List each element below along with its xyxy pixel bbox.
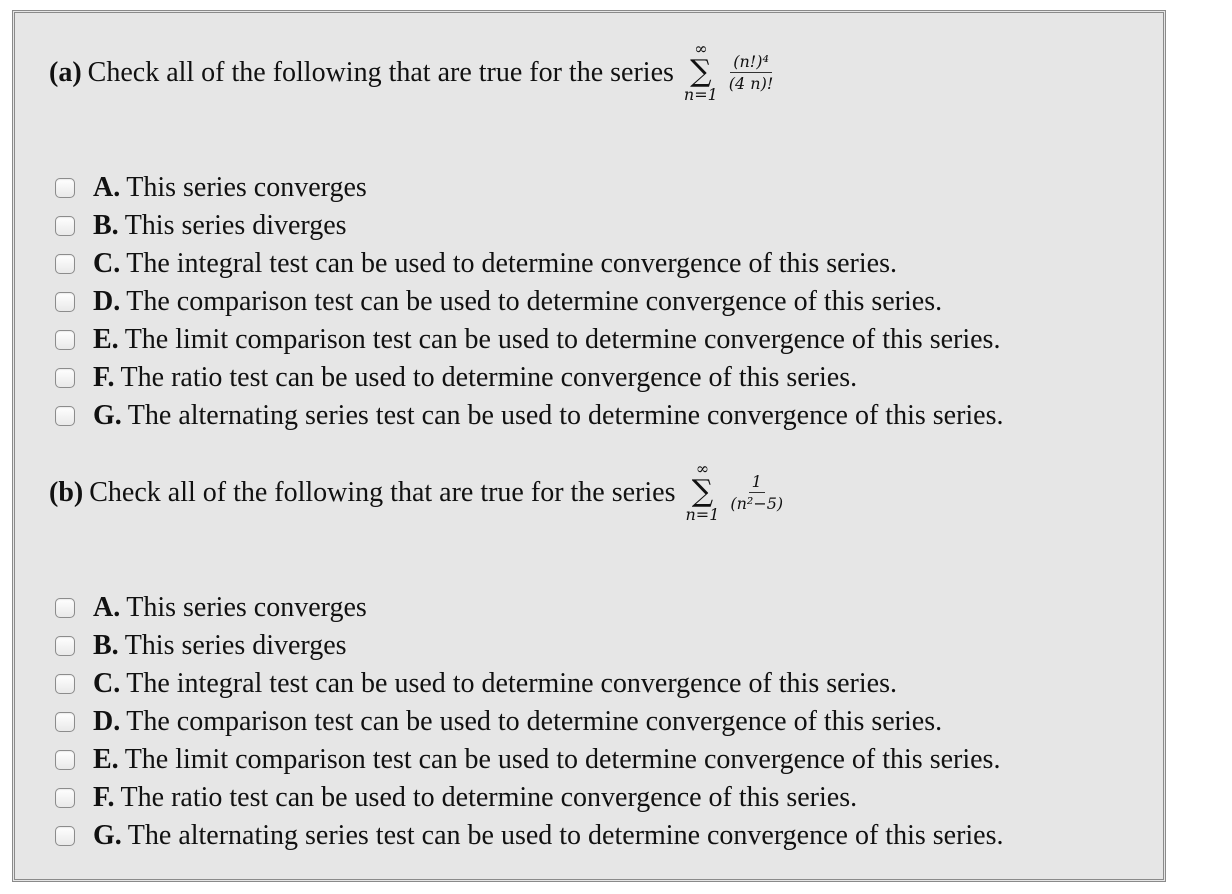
option-text: The alternating series test can be used to determine convergence of this series. [127, 820, 1004, 851]
option-letter: G. [93, 820, 122, 851]
checkbox-a-E[interactable] [55, 330, 75, 350]
series-a-numerator: (n!)⁴ [730, 53, 772, 73]
checkbox-a-A[interactable] [55, 178, 75, 198]
option-letter: B. [93, 210, 119, 241]
question-b-label: (b) [49, 477, 84, 508]
option-b-F [55, 779, 1004, 817]
option-letter: G. [93, 400, 122, 431]
option-text: The comparison test can be used to determine convergence of this series. [126, 286, 943, 317]
option-text: The comparison test can be used to determine convergence of this series. [126, 706, 943, 737]
option-a-B [55, 207, 1004, 245]
option-text: This series converges [126, 592, 367, 623]
series-a-denominator: (4 n)! [728, 74, 774, 93]
option-b-B [55, 627, 1004, 665]
checkbox-a-C[interactable] [55, 254, 75, 274]
option-a-G [55, 397, 1004, 435]
question-a [49, 41, 776, 105]
series-a-upper-limit: ∞ [694, 39, 708, 58]
question-a-prompt: Check all of the following that are true for the series [87, 57, 674, 88]
option-letter: C. [93, 668, 121, 699]
option-a-F [55, 359, 1004, 397]
series-b-sigma-symbol: ∑ [691, 474, 714, 509]
series-b-formula [685, 461, 786, 525]
question-b [49, 461, 786, 525]
option-b-A [55, 589, 1004, 627]
option-letter: A. [93, 172, 121, 203]
checkbox-b-F[interactable] [55, 788, 75, 808]
checkbox-b-E[interactable] [55, 750, 75, 770]
series-b-numerator: 1 [749, 473, 765, 493]
option-a-A [55, 169, 1004, 207]
question-b-prompt: Check all of the following that are true for the series [89, 477, 676, 508]
option-letter: F. [93, 782, 115, 813]
option-b-D [55, 703, 1004, 741]
checkbox-b-G[interactable] [55, 826, 75, 846]
checkbox-a-B[interactable] [55, 216, 75, 236]
checkbox-a-F[interactable] [55, 368, 75, 388]
option-text: This series diverges [124, 210, 347, 241]
option-a-E [55, 321, 1004, 359]
series-b-fraction [727, 473, 786, 512]
option-text: This series diverges [124, 630, 347, 661]
option-letter: B. [93, 630, 119, 661]
option-b-C [55, 665, 1004, 703]
series-b-lower-limit: n=1 [685, 505, 720, 524]
checkbox-b-B[interactable] [55, 636, 75, 656]
checkbox-b-D[interactable] [55, 712, 75, 732]
option-letter: E. [93, 324, 119, 355]
option-text: The integral test can be used to determine convergence of this series. [126, 668, 897, 699]
series-a-sigma-symbol: ∑ [690, 54, 712, 89]
option-text: The alternating series test can be used to determine convergence of this series. [127, 400, 1004, 431]
checkbox-a-G[interactable] [55, 406, 75, 426]
option-text: This series converges [126, 172, 367, 203]
series-a-formula [684, 41, 776, 105]
series-b-denominator: (n²−5) [730, 494, 784, 513]
option-letter: D. [93, 286, 121, 317]
series-a-fraction [726, 53, 776, 92]
option-b-G [55, 817, 1004, 855]
series-a-sigma [684, 41, 718, 105]
option-text: The integral test can be used to determine convergence of this series. [126, 248, 897, 279]
series-b-sigma [685, 461, 719, 525]
options-list-a [55, 169, 1004, 435]
option-a-D [55, 283, 1004, 321]
option-text: The limit comparison test can be used to determine convergence of this series. [124, 744, 1001, 775]
option-text: The ratio test can be used to determine convergence of this series. [120, 782, 858, 813]
option-letter: D. [93, 706, 121, 737]
series-a-lower-limit: n=1 [683, 85, 718, 104]
option-letter: E. [93, 744, 119, 775]
option-letter: F. [93, 362, 115, 393]
option-letter: C. [93, 248, 121, 279]
checkbox-b-C[interactable] [55, 674, 75, 694]
checkbox-a-D[interactable] [55, 292, 75, 312]
series-b-upper-limit: ∞ [695, 459, 710, 478]
option-text: The limit comparison test can be used to determine convergence of this series. [124, 324, 1001, 355]
option-b-E [55, 741, 1004, 779]
option-a-C [55, 245, 1004, 283]
options-list-b [55, 589, 1004, 855]
option-text: The ratio test can be used to determine convergence of this series. [120, 362, 858, 393]
question-a-label: (a) [49, 57, 82, 88]
checkbox-b-A[interactable] [55, 598, 75, 618]
option-letter: A. [93, 592, 121, 623]
problem-panel [12, 10, 1166, 882]
